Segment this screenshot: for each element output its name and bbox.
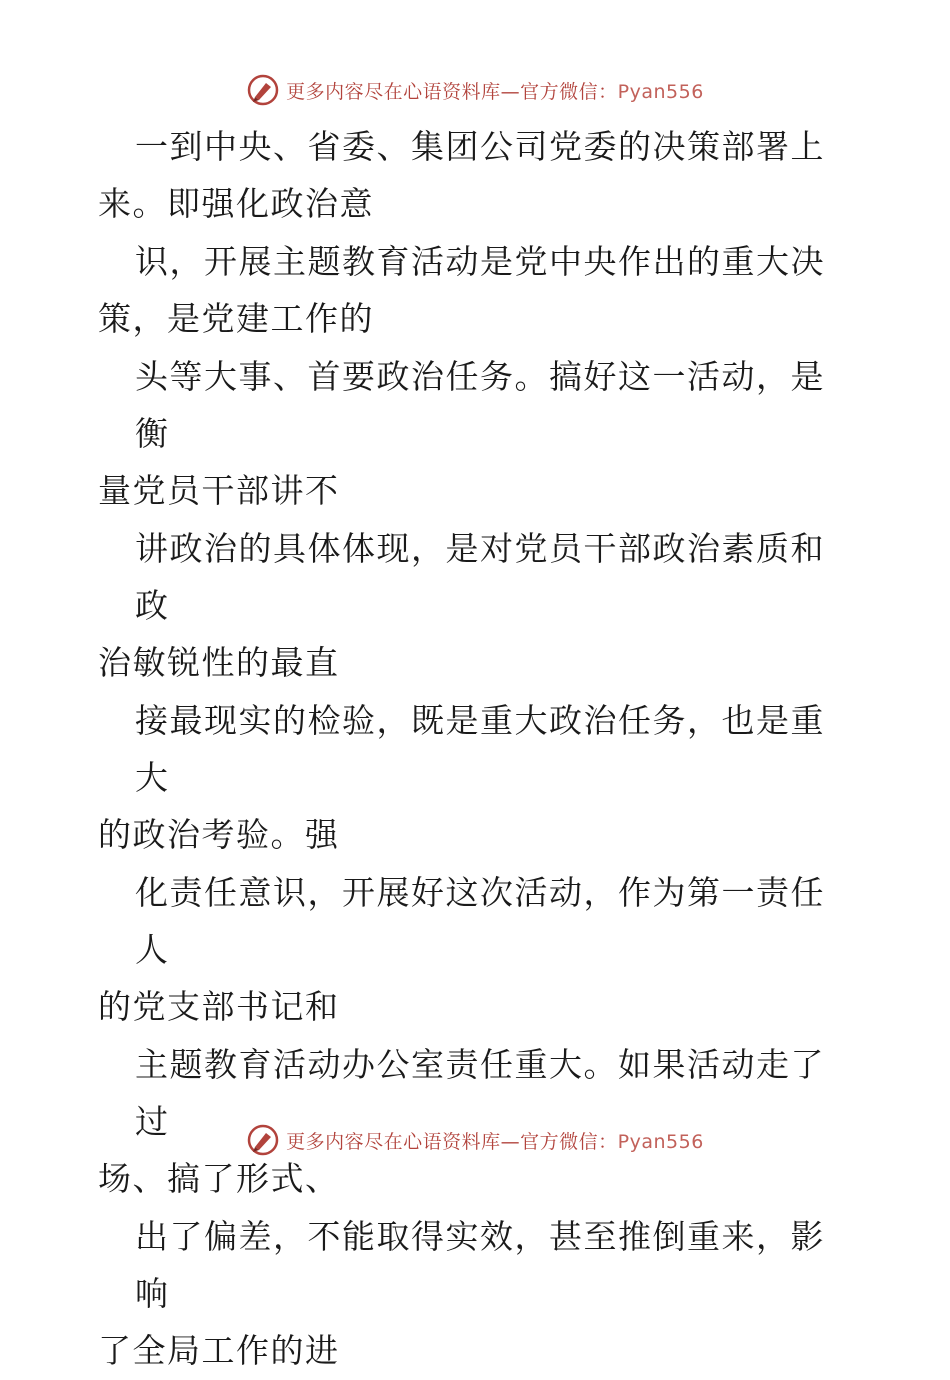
paragraph <box>98 520 858 691</box>
paragraph-line: 出了偏差，不能取得实效，甚至推倒重来，影响 <box>135 1217 825 1313</box>
paragraph-line: 的政治考验。强 <box>98 815 340 854</box>
header-banner <box>0 70 950 110</box>
paragraph-line: 头等大事、首要政治任务。搞好这一活动，是衡 <box>135 357 825 453</box>
header-label: 更多内容尽在心语资料库—官方微信： <box>286 80 618 103</box>
footer-text <box>286 1127 704 1154</box>
paragraph-line: 量党员干部讲不 <box>98 471 340 510</box>
paragraph-line: 了全局工作的进 <box>98 1331 340 1370</box>
footer-label: 更多内容尽在心语资料库—官方微信： <box>286 1130 618 1153</box>
paragraph-line: 主题教育活动办公室责任重大。如果活动走了过 <box>135 1045 825 1141</box>
header-text <box>286 77 704 104</box>
pen-logo-icon <box>246 73 280 107</box>
footer-banner <box>0 1120 950 1160</box>
footer-wechat-id: Pyan556 <box>617 1130 704 1153</box>
paragraph-line: 接最现实的检验，既是重大政治任务，也是重大 <box>135 701 825 797</box>
header-wechat-id: Pyan556 <box>617 80 704 103</box>
paragraph-line: 来。即强化政治意 <box>98 184 374 223</box>
paragraph <box>98 692 858 863</box>
paragraph <box>98 118 858 232</box>
paragraph <box>98 1208 858 1379</box>
paragraph-line: 的党支部书记和 <box>98 987 340 1026</box>
paragraph <box>98 864 858 1035</box>
pen-logo-icon <box>246 1123 280 1157</box>
paragraph <box>98 233 858 347</box>
paragraph-line: 场、搞了形式、 <box>98 1159 340 1198</box>
paragraph-line: 一到中央、省委、集团公司党委的决策部署上 <box>135 127 825 166</box>
paragraph-line: 讲政治的具体体现，是对党员干部政治素质和政 <box>135 529 825 625</box>
document-body <box>98 118 858 1380</box>
paragraph-line: 策，是党建工作的 <box>98 299 374 338</box>
paragraph-line: 化责任意识，开展好这次活动，作为第一责任人 <box>135 873 825 969</box>
paragraph <box>98 348 858 519</box>
paragraph-line: 识，开展主题教育活动是党中央作出的重大决 <box>135 242 825 281</box>
paragraph-line: 治敏锐性的最直 <box>98 643 340 682</box>
